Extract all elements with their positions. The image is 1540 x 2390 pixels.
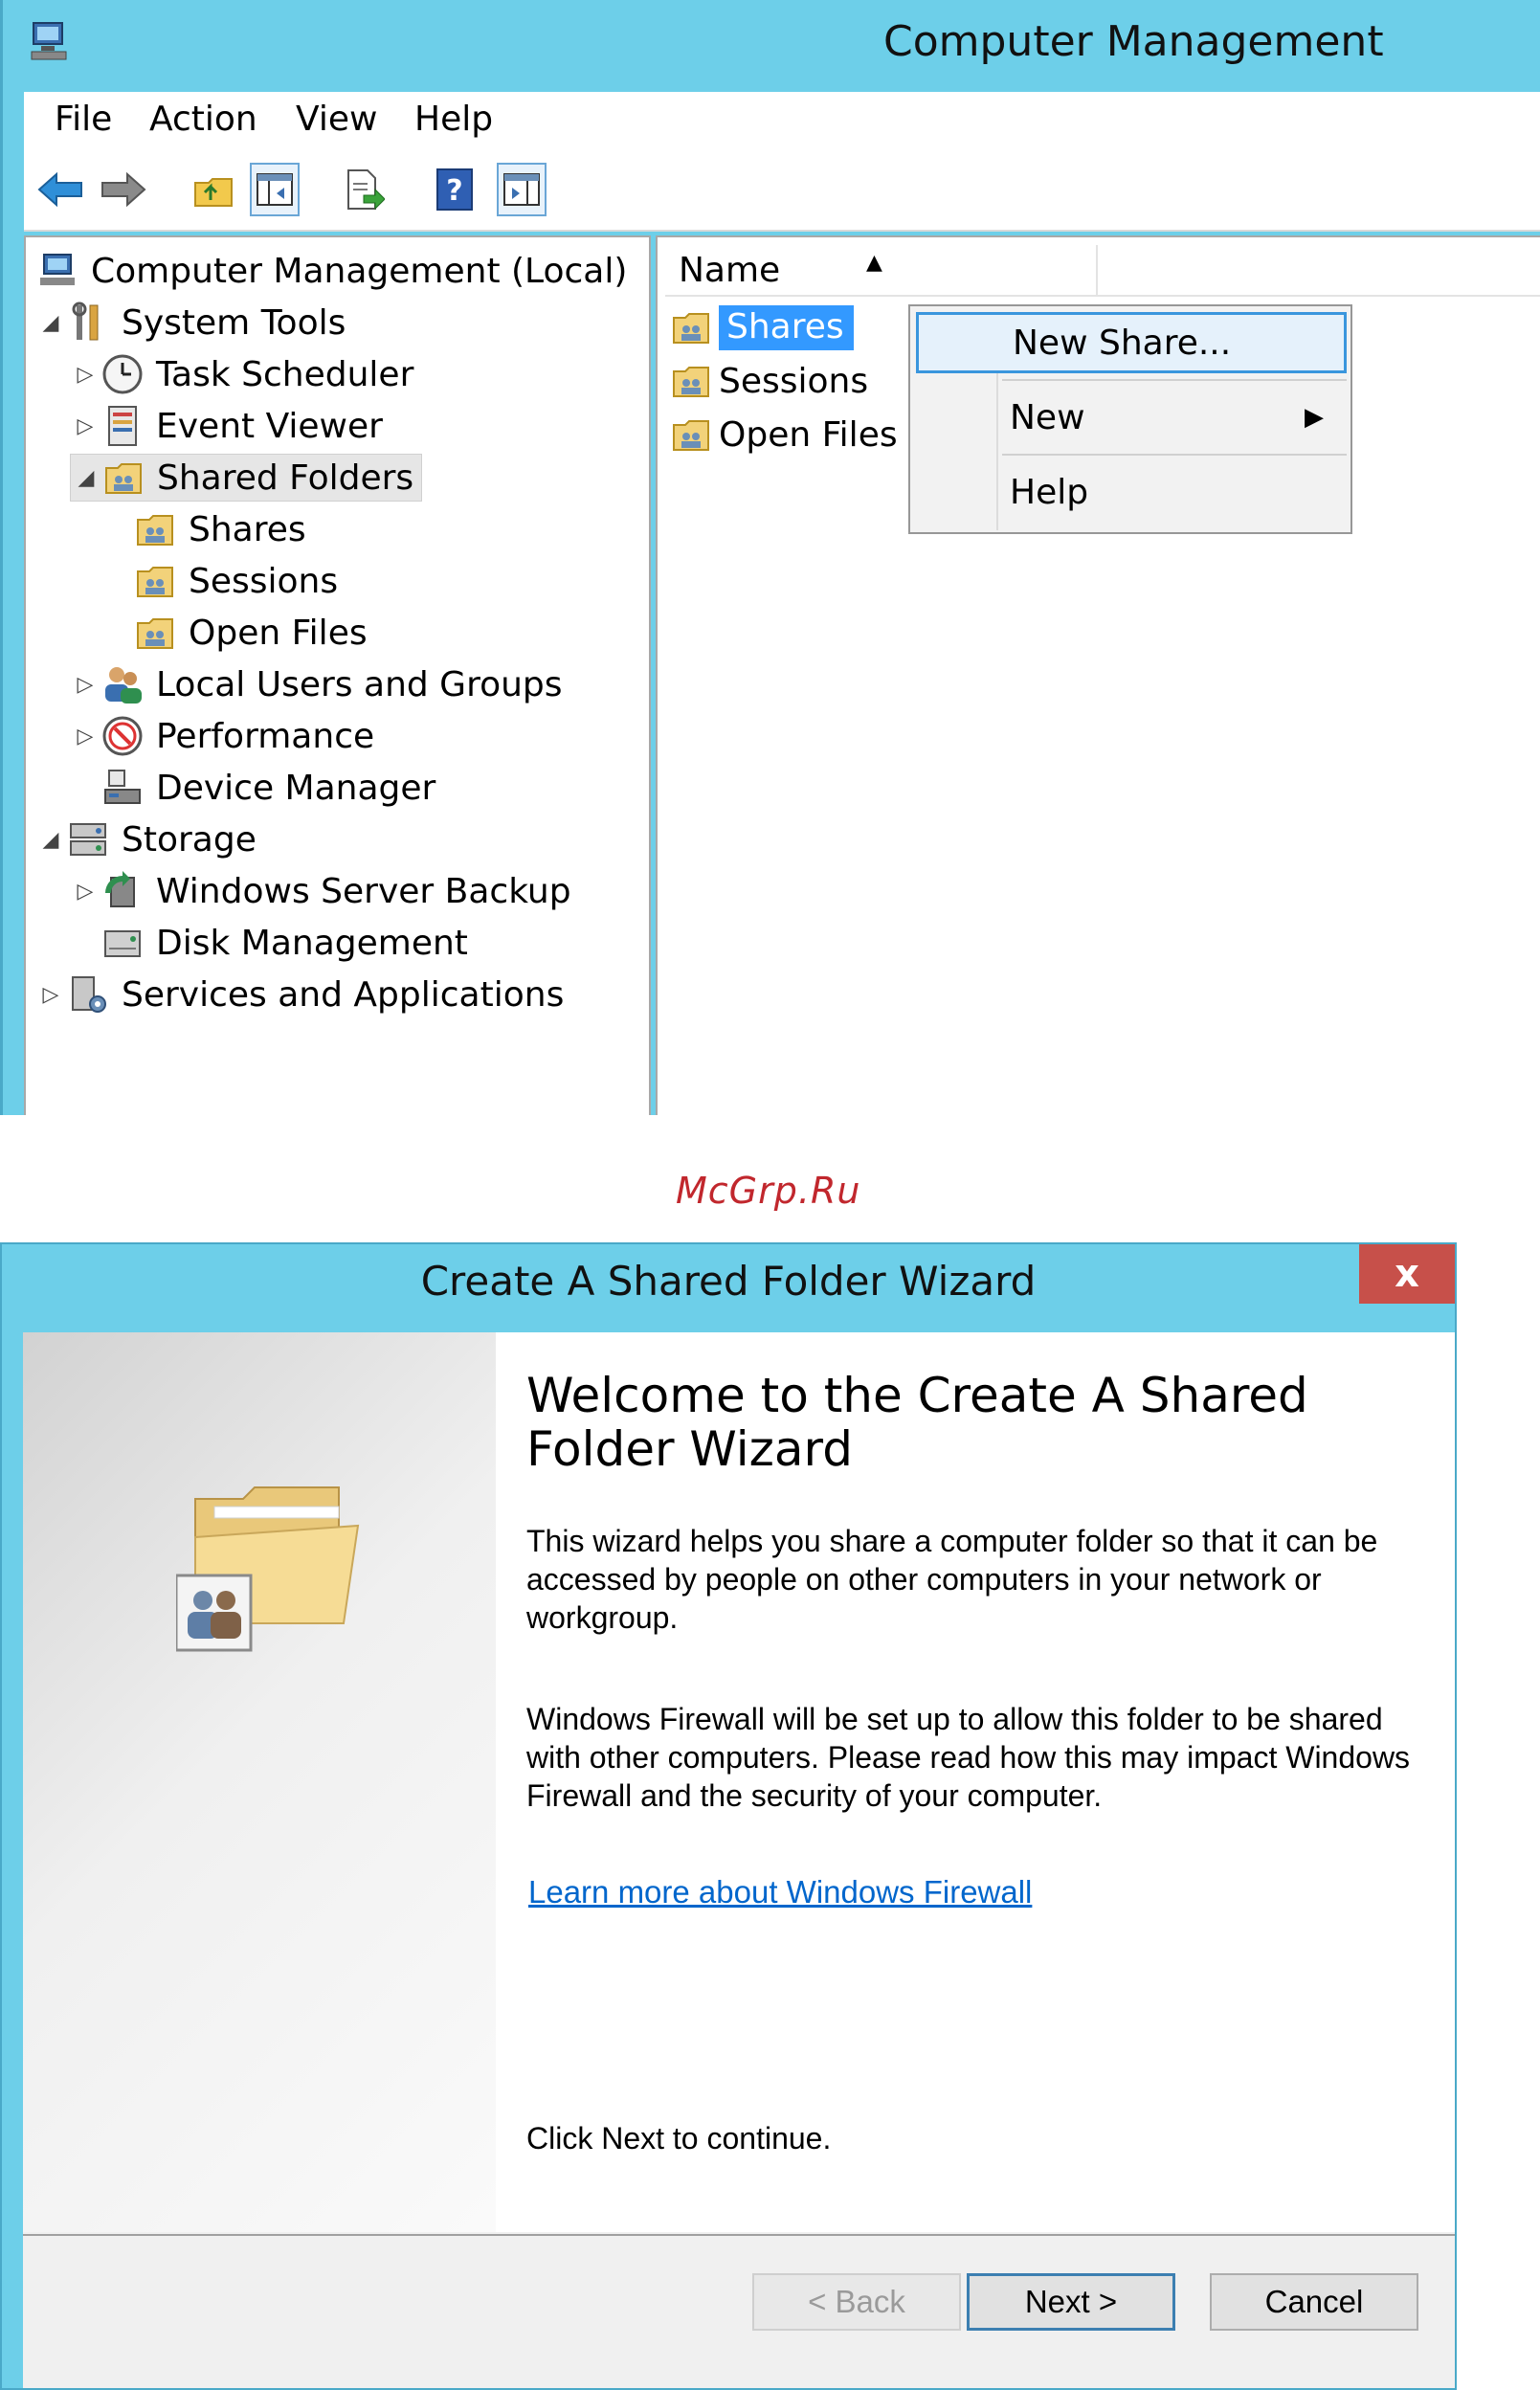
shared-folder-icon [133, 507, 177, 551]
expanded-triangle-icon[interactable]: ◢ [42, 827, 59, 852]
shared-folder-icon [133, 611, 177, 655]
computer-management-window [0, 0, 1540, 1115]
tree-event-viewer[interactable] [70, 402, 383, 450]
tree-local-users-label: Local Users and Groups [156, 664, 563, 704]
tree-task-scheduler[interactable] [70, 350, 413, 398]
tree-performance-label: Performance [156, 716, 375, 756]
next-button[interactable]: Next > [967, 2273, 1175, 2331]
menu-item-help-label: Help [1010, 472, 1089, 512]
collapsed-triangle-icon[interactable]: ▷ [77, 672, 94, 697]
tree-task-scheduler-label: Task Scheduler [156, 354, 414, 394]
list-item-label: Sessions [719, 361, 869, 401]
collapsed-triangle-icon[interactable]: ▷ [77, 413, 94, 438]
wizard-title: Create A Shared Folder Wizard [420, 1258, 1037, 1305]
tree-services[interactable] [35, 971, 564, 1018]
wizard-continue-text: Click Next to continue. [526, 2121, 832, 2155]
column-header-label: Name [679, 250, 781, 290]
wizard-side-panel [23, 1332, 496, 2232]
wizard-intro-text: This wizard helps you share a computer folder so that it can be accessed by people on other computers in your network or workgroup. [526, 1524, 1378, 1635]
back-button[interactable]: < Back [752, 2273, 961, 2331]
collapsed-triangle-icon[interactable]: ▷ [77, 362, 94, 387]
title-bar[interactable] [3, 0, 1540, 88]
tree-open-files-label: Open Files [189, 613, 368, 653]
submenu-arrow-icon: ▶ [1305, 403, 1324, 432]
forward-arrow-icon[interactable] [99, 163, 148, 216]
collapsed-triangle-icon[interactable]: ▷ [77, 879, 94, 904]
menu-item-new-share-label: New Share... [1013, 323, 1232, 363]
users-icon [100, 662, 145, 706]
clock-icon [100, 352, 145, 396]
expanded-triangle-icon[interactable]: ◢ [42, 310, 59, 335]
performance-gauge-icon [100, 714, 145, 758]
wizard-content [496, 1332, 1455, 2232]
tools-icon [66, 301, 110, 345]
tree-shared-folders[interactable] [70, 454, 422, 502]
column-header-name[interactable] [665, 245, 1098, 295]
tree-device-manager-label: Device Manager [156, 768, 436, 808]
menu-help[interactable]: Help [414, 100, 494, 139]
close-button[interactable]: x [1359, 1244, 1455, 1304]
tree-root[interactable] [35, 247, 627, 295]
tree-server-backup[interactable] [70, 867, 571, 915]
backup-icon [100, 869, 145, 913]
list-item-label: Open Files [719, 414, 898, 455]
tree-shared-folders-label: Shared Folders [157, 458, 414, 498]
tree-sessions-label: Sessions [189, 561, 339, 601]
export-list-icon[interactable] [340, 163, 390, 216]
tree-storage[interactable] [35, 815, 257, 863]
services-icon [66, 972, 110, 1016]
wizard-window [0, 1242, 1457, 2390]
tree-storage-label: Storage [122, 819, 257, 860]
tree-shares-label: Shares [189, 509, 306, 549]
sort-ascending-icon: ▲ [866, 251, 882, 275]
watermark: McGrp.Ru [676, 1170, 861, 1212]
shared-folder-icon [669, 310, 713, 345]
menu-action[interactable]: Action [149, 100, 257, 139]
console-tree [24, 235, 651, 1115]
shared-folder-icon [101, 456, 145, 500]
tree-local-users[interactable] [70, 660, 563, 708]
wizard-body [23, 1332, 1455, 2388]
tree-event-viewer-label: Event Viewer [156, 406, 383, 446]
expanded-triangle-icon[interactable]: ◢ [78, 465, 95, 490]
cancel-button[interactable]: Cancel [1210, 2273, 1418, 2331]
tree-device-manager[interactable] [100, 764, 435, 812]
shared-folder-icon [669, 417, 713, 452]
collapsed-triangle-icon[interactable]: ▷ [77, 724, 94, 748]
collapsed-triangle-icon[interactable]: ▷ [42, 982, 59, 1007]
list-item-open-files[interactable] [669, 410, 898, 459]
tree-system-tools-label: System Tools [122, 302, 346, 343]
storage-icon [66, 817, 110, 861]
svg-text:?: ? [446, 174, 463, 208]
up-folder-icon[interactable] [189, 163, 238, 216]
show-hide-action-pane-icon[interactable] [497, 163, 547, 216]
tree-disk-management-label: Disk Management [156, 923, 468, 963]
tree-sessions[interactable] [133, 557, 338, 605]
list-item-sessions[interactable] [669, 356, 868, 406]
menu-item-new-share[interactable] [916, 312, 1347, 373]
menu-item-new[interactable] [916, 387, 1347, 448]
toolbar [24, 151, 1540, 232]
menu-separator [1002, 454, 1347, 456]
help-icon[interactable] [430, 163, 480, 216]
menu-bar [24, 92, 1540, 151]
shared-folder-icon [669, 364, 713, 398]
list-item-shares[interactable] [669, 302, 854, 352]
menu-view[interactable]: View [296, 100, 378, 139]
context-menu [908, 304, 1352, 534]
shared-folder-icon [133, 559, 177, 603]
wizard-firewall-text: Windows Firewall will be set up to allow this folder to be shared with other computers. Please read how this may impact Windows Firewall and the security of your computer. [526, 1702, 1411, 1813]
header-divider [665, 295, 1540, 297]
menu-separator [1002, 379, 1347, 381]
event-log-icon [100, 404, 145, 448]
window-title: Computer Management [883, 17, 1384, 66]
wizard-heading: Welcome to the Create A Shared Folder Wizard [526, 1368, 1308, 1477]
back-arrow-icon[interactable] [35, 163, 85, 216]
menu-item-new-label: New [1010, 397, 1085, 437]
wizard-divider [23, 2234, 1455, 2236]
tree-services-label: Services and Applications [122, 974, 565, 1015]
tree-open-files[interactable] [133, 609, 368, 657]
tree-disk-management[interactable] [100, 919, 468, 967]
device-manager-icon [100, 766, 145, 810]
shared-folder-illustration-icon [176, 1480, 368, 1656]
computer-icon [35, 249, 79, 293]
menu-file[interactable]: File [55, 100, 113, 139]
tree-performance[interactable] [70, 712, 374, 760]
menu-item-help[interactable] [916, 461, 1347, 523]
show-hide-tree-icon[interactable] [250, 163, 300, 216]
tree-server-backup-label: Windows Server Backup [156, 871, 571, 911]
tree-shares[interactable] [133, 505, 306, 553]
firewall-help-link[interactable]: Learn more about Windows Firewall [528, 1874, 1033, 1910]
disk-icon [100, 921, 145, 965]
tree-root-label: Computer Management (Local) [91, 251, 628, 291]
tree-system-tools[interactable] [35, 299, 346, 346]
list-item-label: Shares [719, 305, 854, 350]
computer-management-icon [28, 19, 72, 65]
